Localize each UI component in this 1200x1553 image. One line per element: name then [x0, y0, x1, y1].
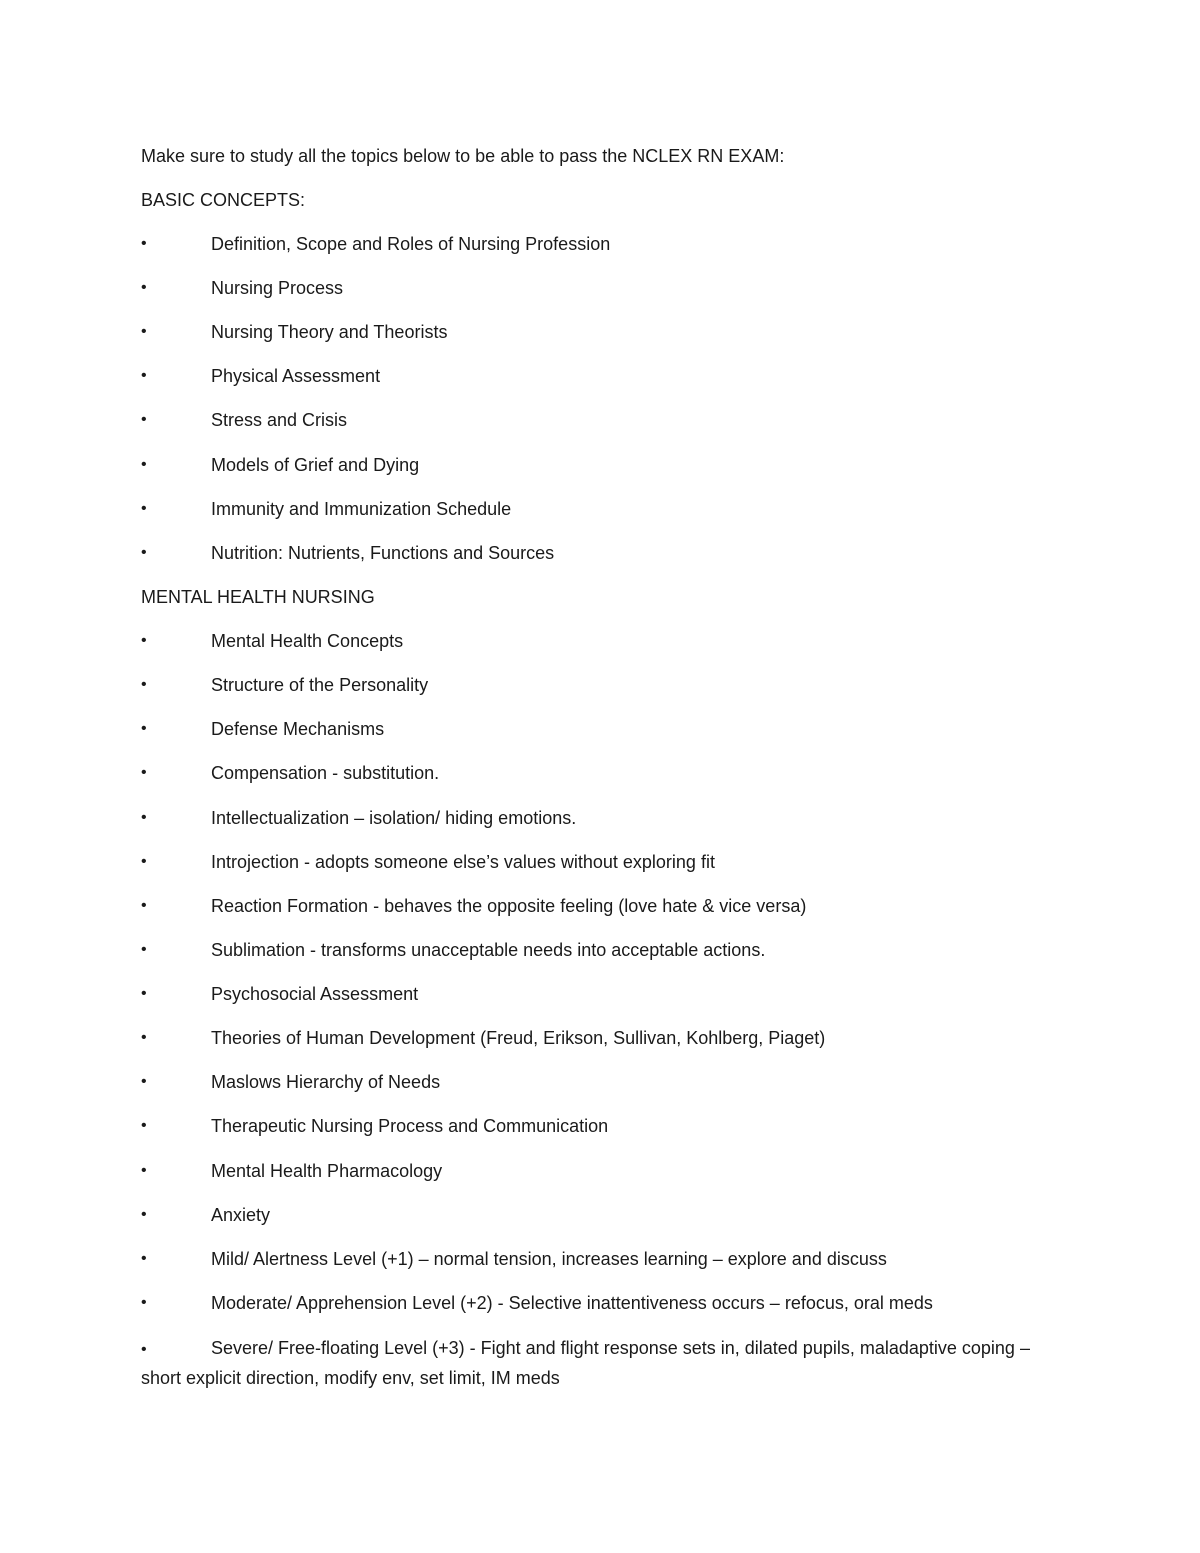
bullet-icon: •	[141, 853, 147, 870]
bullet-icon: •	[141, 1073, 147, 1090]
list-item-text: Psychosocial Assessment	[211, 984, 419, 1004]
list-item-text: Nutrition: Nutrients, Functions and Sources	[211, 543, 555, 563]
list-item-text: Immunity and Immunization Schedule	[211, 499, 512, 519]
list-item-text: Mild/ Alertness Level (+1) – normal tension, increases learning – explore and discuss	[211, 1249, 887, 1269]
list-item-text: Reaction Formation - behaves the opposite feeling (love hate & vice versa)	[211, 896, 807, 916]
intro-text: Make sure to study all the topics below to be able to pass the NCLEX RN EXAM:	[141, 146, 785, 166]
bullet-icon: •	[141, 632, 147, 649]
bullet-icon: •	[141, 544, 147, 561]
section-heading-mental-health-nursing: MENTAL HEALTH NURSING	[141, 587, 375, 607]
bullet-icon: •	[141, 720, 147, 737]
list-item-text: Defense Mechanisms	[211, 719, 385, 739]
list-item-text: Theories of Human Development (Freud, Erikson, Sullivan, Kohlberg, Piaget)	[211, 1028, 826, 1048]
bullet-icon: •	[141, 1341, 147, 1358]
bullet-icon: •	[141, 1294, 147, 1311]
list-item-text: Maslows Hierarchy of Needs	[211, 1072, 441, 1092]
bullet-icon: •	[141, 1250, 147, 1267]
list-item-text: Introjection - adopts someone else’s values without exploring fit	[211, 852, 715, 872]
bullet-icon: •	[141, 1162, 147, 1179]
list-item-text: Stress and Crisis	[211, 410, 348, 430]
bullet-icon: •	[141, 411, 147, 428]
bullet-icon: •	[141, 897, 147, 914]
list-item-text: Physical Assessment	[211, 366, 381, 386]
bullet-icon: •	[141, 323, 147, 340]
list-item-text: Therapeutic Nursing Process and Communication	[211, 1116, 609, 1136]
list-item-text: Definition, Scope and Roles of Nursing Profession	[211, 234, 611, 254]
list-item	[141, 1334, 1041, 1392]
list-item-text: Compensation - substitution.	[211, 763, 440, 783]
bullet-icon: •	[141, 676, 147, 693]
bullet-icon: •	[141, 764, 147, 781]
list-item-text: Mental Health Concepts	[211, 631, 404, 651]
list-item-text: Structure of the Personality	[211, 675, 429, 695]
bullet-icon: •	[141, 456, 147, 473]
bullet-icon: •	[141, 985, 147, 1002]
list-item-text: Intellectualization – isolation/ hiding emotions.	[211, 808, 577, 828]
bullet-icon: •	[141, 1206, 147, 1223]
bullet-icon: •	[141, 500, 147, 517]
bullet-icon: •	[141, 1117, 147, 1134]
bullet-icon: •	[141, 367, 147, 384]
list-item-text: Nursing Process	[211, 278, 344, 298]
bullet-icon: •	[141, 235, 147, 252]
bullet-icon: •	[141, 279, 147, 296]
list-item-text: Mental Health Pharmacology	[211, 1161, 443, 1181]
bullet-icon: •	[141, 809, 147, 826]
list-item-text: Moderate/ Apprehension Level (+2) - Selective inattentiveness occurs – refocus, oral meds	[211, 1293, 933, 1313]
list-item-text: Sublimation - transforms unacceptable needs into acceptable actions.	[211, 940, 766, 960]
bullet-icon: •	[141, 941, 147, 958]
list-item-text: Models of Grief and Dying	[211, 455, 420, 475]
list-item-text: Severe/ Free-floating Level (+3) - Fight and flight response sets in, dilated pupils, maladaptive coping – short explicit direction, modify env, set limit, IM meds	[141, 1338, 1030, 1388]
bullet-icon: •	[141, 1029, 147, 1046]
list-item-text: Anxiety	[211, 1205, 271, 1225]
section-heading-basic-concepts: BASIC CONCEPTS:	[141, 190, 306, 210]
list-item-text: Nursing Theory and Theorists	[211, 322, 448, 342]
